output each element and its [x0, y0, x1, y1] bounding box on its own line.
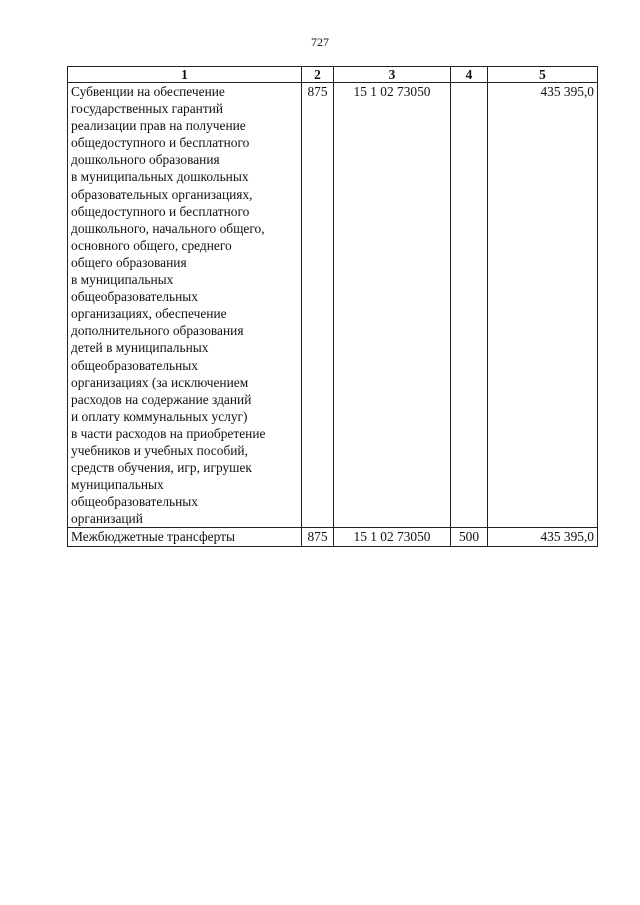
row-expense-type-cell: 500: [451, 528, 488, 546]
row-name-line: основного общего, среднего: [71, 237, 232, 253]
row-name-line: в части расходов на приобретение: [71, 425, 266, 441]
header-col-4: 4: [451, 67, 488, 83]
row-name-cell: [68, 528, 302, 546]
row-name-line: реализации прав на получение: [71, 118, 246, 134]
header-col-1: 1: [68, 67, 302, 83]
row-name-line: и оплату коммунальных услуг): [71, 408, 248, 424]
budget-table: [67, 66, 598, 547]
row-name-cell: [68, 83, 302, 528]
row-name-line: Субвенции на обеспечение: [71, 84, 225, 99]
row-name-line: образовательных организациях,: [71, 186, 253, 202]
row-name-line: организациях, обеспечение: [71, 306, 227, 322]
table-row: [68, 83, 598, 528]
page-number: 727: [311, 35, 329, 49]
row-amount-cell: 435 395,0: [488, 528, 598, 546]
row-name-line: муниципальных: [71, 477, 164, 493]
row-name-line: Межбюджетные трансферты: [71, 529, 235, 545]
row-name-line: учебников и учебных пособий,: [71, 442, 248, 458]
row-name-line: государственных гарантий: [71, 101, 224, 117]
header-row: [68, 67, 598, 83]
row-name-line: общего образования: [71, 254, 187, 270]
row-code-cell: 875: [302, 83, 334, 528]
row-name-line: дополнительного образования: [71, 323, 244, 339]
row-name-line: в муниципальных дошкольных: [71, 169, 249, 185]
row-name-line: общеобразовательных: [71, 289, 199, 305]
row-name-line: организаций: [71, 511, 143, 527]
row-name-line: общедоступного и бесплатного: [71, 203, 250, 219]
row-amount-cell: 435 395,0: [488, 83, 598, 528]
row-name-line: общеобразовательных: [71, 357, 199, 373]
row-name-line: дошкольного, начального общего,: [71, 220, 265, 236]
row-code-cell: 875: [302, 528, 334, 546]
row-name-line: организациях (за исключением: [71, 374, 249, 390]
row-target-article-cell: 15 1 02 73050: [334, 83, 451, 528]
row-name-line: общедоступного и бесплатного: [71, 135, 250, 151]
header-col-3: 3: [334, 67, 451, 83]
table-header: [68, 67, 598, 83]
row-name-line: общеобразовательных: [71, 494, 199, 510]
row-target-article-cell: 15 1 02 73050: [334, 528, 451, 546]
row-name-line: средств обучения, игр, игрушек: [71, 460, 252, 476]
header-col-2: 2: [302, 67, 334, 83]
table-body: [68, 83, 598, 547]
row-name-line: детей в муниципальных: [71, 340, 209, 356]
row-name-line: расходов на содержание зданий: [71, 391, 252, 407]
row-name-line: дошкольного образования: [71, 152, 220, 168]
row-expense-type-cell: [451, 83, 488, 528]
header-col-5: 5: [488, 67, 598, 83]
row-name-line: в муниципальных: [71, 272, 174, 288]
table-row: [68, 528, 598, 546]
